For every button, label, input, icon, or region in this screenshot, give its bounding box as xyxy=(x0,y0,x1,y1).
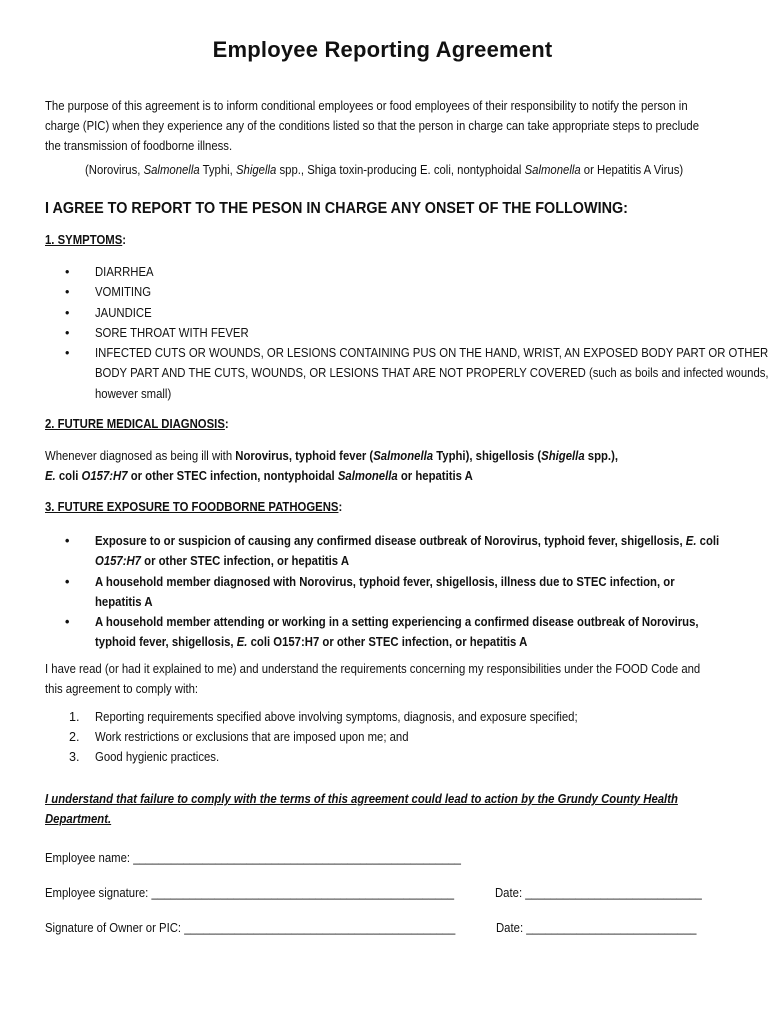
list-item: • Exposure to or suspicion of causing any confirmed disease outbreak of Norovirus, typhoid fever, shigellosis, E. coli O157:H7 or other STEC infection, or hepatitis A xyxy=(65,534,720,569)
list-item: • JAUNDICE xyxy=(65,305,152,320)
list-item: 1. Reporting requirements specified above involving symptoms, diagnosis, and exposure specified; xyxy=(69,710,578,724)
owner-date-field[interactable]: Date: ___________________________ xyxy=(496,921,697,935)
pathogen-list: (Norovirus, Salmonella Typhi, Shigella spp., Shiga toxin-producing E. coli, nontyphoidal Salmonella or Hepatitis A Virus) xyxy=(85,163,684,177)
employee-signature-field[interactable]: Employee signature: ________________________________________________ xyxy=(45,886,455,900)
list-item: 2. Work restrictions or exclusions that are imposed upon me; and xyxy=(69,730,409,744)
intro-paragraph: The purpose of this agreement is to inform conditional employees or food employees of their responsibility to notify the person in charge (PIC) when they experience any of the conditions listed so that the person in charge can take appropriate steps to preclude the transmission of foodborne illness. xyxy=(45,99,700,153)
page-title: Employee Reporting Agreement xyxy=(212,37,553,62)
requirements-list xyxy=(45,707,770,767)
exposure-heading: 3. FUTURE EXPOSURE TO FOODBORNE PATHOGENS: xyxy=(45,500,343,514)
exposure-list xyxy=(45,531,770,653)
owner-signature-field[interactable]: Signature of Owner or PIC: ___________________________________________ xyxy=(45,921,456,935)
list-item: • A household member attending or working in a setting experiencing a confirmed disease outbreak of Norovirus, typhoid fever, shigellosis, E. coli O157:H7 or other STEC infection, or hepatitis A xyxy=(65,615,699,650)
list-item: • DIARRHEA xyxy=(65,265,154,279)
agree-heading: I AGREE TO REPORT TO THE PESON IN CHARGE ANY ONSET OF THE FOLLOWING: xyxy=(45,200,628,217)
list-item: 3. Good hygienic practices. xyxy=(69,750,220,764)
list-item: • VOMITING xyxy=(65,285,152,300)
symptoms-list xyxy=(45,262,770,404)
list-item: • INFECTED CUTS OR WOUNDS, OR LESIONS CONTAINING PUS ON THE HAND, WRIST, AN EXPOSED BODY PART OR OTHER BODY PART AND THE CUTS, WOUNDS, OR LESIONS THAT ARE NOT PROPERLY COVERED (such as boils and infected wounds, however small) xyxy=(65,346,769,401)
list-item: • SORE THROAT WITH FEVER xyxy=(65,325,249,340)
list-item: • A household member diagnosed with Norovirus, typhoid fever, shigellosis, illness due to STEC infection, or hepatitis A xyxy=(65,574,675,609)
understand-paragraph: I have read (or had it explained to me) and understand the requirements concerning my responsibilities under the FOOD Code and this agreement to comply with: xyxy=(45,662,701,696)
symptoms-heading: 1. SYMPTOMS: xyxy=(45,233,127,247)
diagnosis-heading: 2. FUTURE MEDICAL DIAGNOSIS: xyxy=(45,417,229,431)
employee-name-field[interactable]: Employee name: ____________________________________________________ xyxy=(45,851,461,865)
diagnosis-text: Whenever diagnosed as being ill with Norovirus, typhoid fever (Salmonella Typhi), shigellosis (Shigella spp.), E. coli O157:H7 or other STEC infection, nontyphoidal Salmonella or hepatitis A xyxy=(45,449,619,483)
warning-statement: I understand that failure to comply with the terms of this agreement could lead to action by the Grundy County Health Department. xyxy=(45,792,678,826)
employee-date-field[interactable]: Date: ____________________________ xyxy=(495,886,702,900)
